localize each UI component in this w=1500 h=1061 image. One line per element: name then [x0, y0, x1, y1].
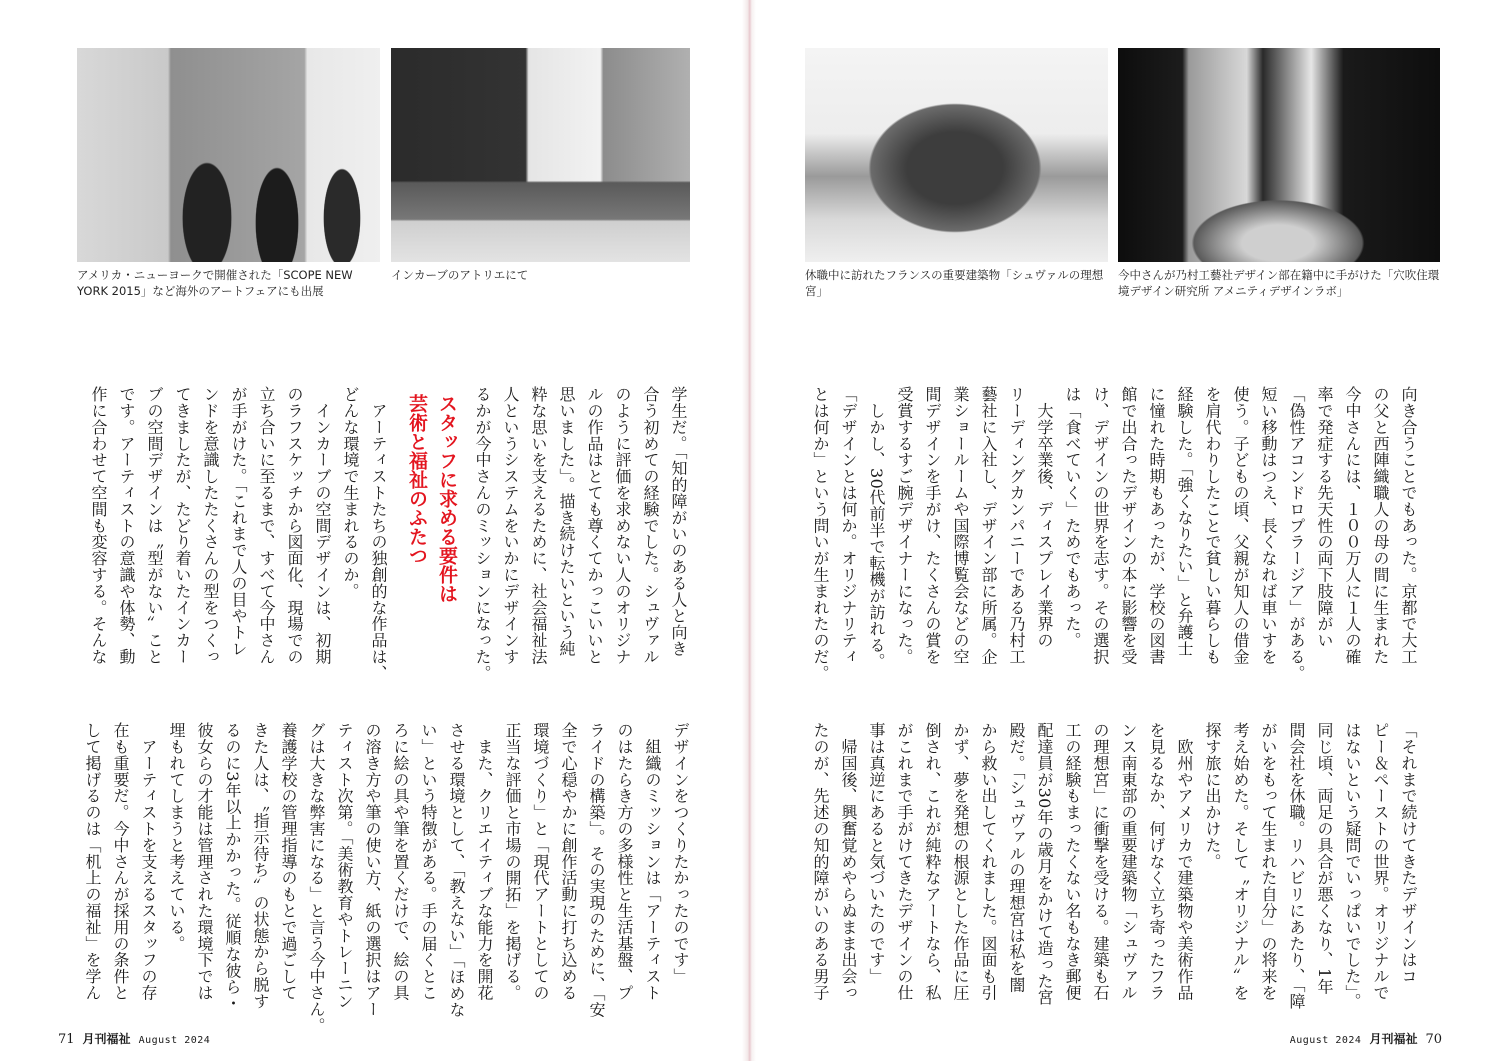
text-column: 探す旅に出かけた。	[1203, 722, 1222, 870]
heading-line: スタッフに求める要件は	[436, 394, 458, 603]
text-column: 在も重要だ。今中さんが採用の条件と	[111, 722, 130, 1001]
text-column: ルの作品はとても尊くてかっこいいと	[585, 386, 604, 665]
text-column: 欧州やアメリカで建築物や美術作品	[1175, 722, 1194, 1001]
text-column: がいをもって生まれた自分」の将来を	[1259, 722, 1278, 1001]
text-column: 経験した。「強くなりたい」と弁護士	[1175, 386, 1194, 657]
text-column: てきましたが、たどり着いたインカー	[173, 386, 192, 665]
text-column: 館で出合ったデザインの本に影響を受	[1119, 386, 1138, 665]
photo-new-york-art-fair	[77, 48, 380, 262]
text-column: から救い出してくれました。図面も引	[979, 722, 998, 1001]
section-heading	[402, 386, 462, 686]
text-column: 殿だ。「シュヴァルの理想宮は私を闇	[1007, 722, 1026, 993]
text-column: 受賞するすご腕デザイナーになった。	[895, 386, 914, 665]
text-column: させる環境として、「教えない」「ほめな	[447, 722, 466, 1018]
text-column: がこれまで手がけてきたデザインの仕	[895, 722, 914, 1001]
text-column: どんな環境で生まれるのか。	[341, 386, 360, 600]
text-column: 倒され、これが純粋なアートなら、私	[923, 722, 942, 1001]
text-column: 考え始めた。そして〝オリジナル〟を	[1231, 722, 1250, 1001]
text-column: ンドを意識したたくさんの型をつくっ	[201, 386, 220, 665]
text-column: のように評価を求めない人のオリジナ	[613, 386, 632, 665]
photo-caption: 今中さんが乃村工藝社デザイン部在籍中に手がけた「穴吹住環境デザイン研究所 アメニティデザインラボ」	[1118, 268, 1440, 298]
text-column: デザインをつくりたかったのです」	[671, 722, 690, 985]
magazine-name: 月刊福祉	[82, 1032, 131, 1046]
photo-amenity-design-lab	[1118, 48, 1440, 262]
text-column: 向き合うことでもあった。京都で大工	[1399, 386, 1418, 665]
photo-caption: アメリカ・ニューヨークで開催された「SCOPE NEW YORK 2015」など海外のアートフェアにも出展	[77, 268, 353, 298]
text-column: 「デザインとは何か。オリジナリティ	[839, 386, 858, 665]
page-number: 70	[1425, 1032, 1442, 1047]
text-column: 組織のミッションは「アーティスト	[643, 722, 662, 1001]
photo-incurve-atelier	[391, 48, 690, 262]
photo-caption: インカーブのアトリエにて	[391, 268, 529, 282]
right-lower-text	[806, 722, 1422, 1012]
text-column: 率で発症する先天性の両下肢障がい	[1315, 386, 1334, 649]
text-column: きた人は、〝指示待ち〟の状態から脱す	[251, 722, 270, 1010]
text-column: 藝社に入社し、デザイン部に所属。企	[979, 386, 998, 665]
text-column: 埋もれてしまうと考えている。	[167, 722, 186, 952]
text-column: して掲げるのは「机上の福祉」を学ん	[83, 722, 102, 1001]
article-text-part	[468, 386, 692, 686]
text-column: い」という特徴がある。手の届くとこ	[419, 722, 438, 1001]
text-column: のはたらき方の多様性と生活基盤、プ	[615, 722, 634, 1001]
text-column: 帰国後、興奮覚めやらぬまま出会っ	[839, 722, 858, 1001]
text-column: 使う。子どもの頃、父親が知人の借金	[1231, 386, 1250, 665]
photo-caption: 休職中に訪れたフランスの重要建築物「シュヴァルの理想宮」	[805, 268, 1104, 298]
left-lower-text	[78, 722, 694, 1034]
text-column: るかが今中さんのミッションになった。	[473, 386, 492, 682]
text-column: 同じ頃、両足の具合が悪くなり、1年	[1315, 722, 1334, 995]
issue-date: August 2024	[138, 1035, 211, 1046]
text-column: 事は真逆にあると気づいたのです」	[867, 722, 886, 985]
text-column: 短い移動はつえ、長くなれば車いすを	[1259, 386, 1278, 665]
text-column: 合う初めての経験でした。シュヴァル	[641, 386, 660, 665]
text-column: はないという疑問でいっぱいでした」。	[1343, 722, 1362, 1010]
text-column: 業ショールームや国際博覧会などの空	[951, 386, 970, 665]
right-folio	[1290, 1030, 1442, 1047]
magazine-name: 月刊福祉	[1369, 1032, 1418, 1046]
left-folio	[58, 1030, 210, 1047]
heading-line: 芸術と福祉のふたつ	[406, 394, 428, 565]
text-column: 今中さんには、１００万人に１人の確	[1343, 386, 1362, 665]
text-column: 彼女らの才能は管理された環境下では	[195, 722, 214, 1001]
text-column: 大学卒業後、ディスプレイ業界の	[1035, 386, 1054, 649]
text-column: 粋な思いを支えるために、社会福祉法	[529, 386, 548, 665]
text-column: 作に合わせて空間も変容する。そんな	[89, 386, 108, 665]
left-upper-text	[84, 386, 692, 686]
text-column: リーディングカンパニーである乃村工	[1007, 386, 1026, 665]
text-column: ライドの構築」。その実現のために、「安	[587, 722, 606, 1018]
article-text-part	[84, 386, 392, 686]
text-column: かず、夢を発想の根源とした作品に圧	[951, 722, 970, 1001]
text-column: ティスト次第。「美術教育やトレーニン	[335, 722, 354, 1010]
text-column: しかし、30代前半で転機が訪れる。	[867, 386, 886, 670]
text-column: 人というシステムをいかにデザインす	[501, 386, 520, 665]
right-upper-text	[806, 386, 1422, 686]
text-column: 間会社を休職。リハビリにあたり、「障	[1287, 722, 1306, 1010]
text-column: 学生だ。「知的障がいのある人と向き	[669, 386, 688, 657]
text-column: グは大きな弊害になる」と言う今中さん。	[307, 722, 326, 1034]
text-column: 配達員が30年の歳月をかけて造った宮	[1035, 722, 1054, 1006]
issue-date: August 2024	[1289, 1035, 1362, 1046]
text-column: 工の経験もまったくない名もなき郵便	[1063, 722, 1082, 1001]
text-column: また、クリエイティブな能力を開花	[475, 722, 494, 1001]
text-column: 環境づくり」と「現代アートとしての	[531, 722, 550, 1001]
text-column: 養護学校の管理指導のもとで過ごして	[279, 722, 298, 1001]
text-column: 「それまで続けてきたデザインはコ	[1399, 722, 1418, 985]
text-column: のラフスケッチから図面化、現場での	[285, 386, 304, 665]
text-column: るのに3年以上かかった。従順な彼ら・	[223, 722, 242, 1012]
page-gutter	[742, 0, 756, 1061]
text-column: 思いました」。描き続けたいという純	[557, 386, 576, 657]
text-column: です。アーティストの意識や体勢、動	[117, 386, 136, 665]
text-column: ブの空間デザインは〝型がない〟こと	[145, 386, 164, 665]
text-column: を見るなか、何げなく立ち寄ったフラ	[1147, 722, 1166, 1001]
text-column: の父と西陣織職人の母の間に生まれた	[1371, 386, 1390, 665]
text-column: の溶き方や筆の使い方、紙の選択はアー	[363, 722, 382, 1018]
text-column: ンス南東部の重要建築物「シュヴァル	[1119, 722, 1138, 1001]
text-column: とは何か」という問いが生まれたのだ。	[811, 386, 830, 682]
text-column: インカーブの空間デザインは、初期	[313, 386, 332, 665]
text-column: 立ち合いに至るまで、すべて今中さん	[257, 386, 276, 665]
photo-palais-ideal	[805, 48, 1108, 262]
text-column: 正当な評価と市場の開拓」を掲げる。	[503, 722, 522, 1001]
text-column: ピー＆ペーストの世界。オリジナルで	[1371, 722, 1390, 1001]
text-column: 全で心穏やかに創作活動に打ち込める	[559, 722, 578, 1001]
text-column: ろに絵の具や筆を置くだけで、絵の具	[391, 722, 410, 1001]
text-column: アーティストを支えるスタッフの存	[139, 722, 158, 1001]
text-column: アーティストたちの独創的な作品は、	[369, 386, 388, 682]
text-column: の理想宮」に衝撃を受ける。建築も石	[1091, 722, 1110, 1001]
text-column: 「偽性アコンドロプラージア」がある。	[1287, 386, 1306, 682]
text-column: け、デザインの世界を志す。その選択	[1091, 386, 1110, 665]
text-column: は「食べていく」ためでもあった。	[1063, 386, 1082, 649]
text-column: に憧れた時期もあったが、学校の図書	[1147, 386, 1166, 665]
page-number: 71	[58, 1032, 75, 1047]
text-column: を肩代わりしたことで貧しい暮らしも	[1203, 386, 1222, 665]
text-column: 間デザインを手がけ、たくさんの賞を	[923, 386, 942, 665]
text-column: たのが、先述の知的障がいのある男子	[811, 722, 830, 1001]
text-column: が手がけた。「これまで人の目やトレ	[229, 386, 248, 657]
